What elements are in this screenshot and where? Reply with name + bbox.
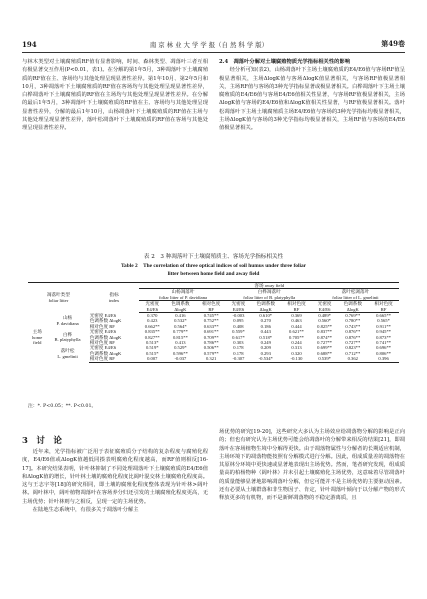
header-site: 山杨凋落叶 foliar litter of P. davidiana: [139, 289, 226, 301]
header-measure: 光密度 E4/E6: [139, 301, 165, 313]
header-measure: 相对色度 RF: [196, 301, 227, 313]
table-cell: 0.519*: [145, 345, 159, 351]
table-cell: -0.003: [232, 313, 245, 319]
table-cell: 0.539*: [312, 356, 338, 362]
header-measure: 色调系数 ΔlogK: [250, 301, 281, 313]
table-cell: 0.727**: [317, 340, 333, 346]
right-column-text: [219, 58, 405, 133]
page-number: 194: [22, 39, 37, 49]
table-cell: 0.178: [233, 345, 244, 351]
table-cell: 0.945**: [376, 329, 392, 335]
table-cell: 0.513*: [145, 340, 159, 346]
left-column-text: [22, 58, 208, 133]
header-index: 指标 index: [89, 283, 140, 313]
header-site: 落叶松凋落叶 foliar litter of L. gmelinii: [312, 289, 399, 301]
body-paragraph: 经分析可知(表2)，山杨凋落叶下主场土壤腐殖质的E4/E6值与客场RF值呈极显著相关，主场ΔlogK值与客场ΔlogK值显著相关，与客场RF值极显著相关，主场RF值与客场的3种光学指标显著或极显著相关。白桦凋落叶下主场土壤腐殖质的E4/E6值与客场E4/E6值相关性显著，与客场RF值极显著相关，主场ΔlogK值与客场的E4/E6值和ΔlogK值相关性显著，与RF值极显著相关。落叶松凋落叶下主场土壤腐殖质主场E4/E6值与客场的3种光学指标均极显著相关，主场ΔlogK值与客场的3种光学指标均极显著相关，主场RF值与客场的E4/E6值极显著相关。: [219, 67, 405, 132]
header-measure: 相对色度 RF: [368, 301, 399, 313]
table-caption-en-line: litter between home field and away field: [167, 271, 260, 277]
table-cell: -0.534*: [250, 356, 281, 362]
table-cell: 0.369: [291, 313, 302, 319]
table-cell: 0.564*: [174, 323, 187, 329]
table-cell: 0.518*: [259, 334, 273, 340]
table-cell: 0.633**: [203, 323, 219, 329]
table-cell: 0.560*: [318, 318, 331, 324]
body-paragraph: 与林木类型对土壤腐殖质RF值有显著影响，时间、森林类型、凋落叶三者互相有极显著交互作用(P<0.01，表1)。在分解的第1年5月，3种凋落叶下土壤腐殖质的RF值在主、客场均与其他处理呈现显著性差异。第1年10月、第2年5月和10月，3种凋落叶下土壤腐殖质的RF值在客场均与其他处理呈现显著性差异，白桦凋落叶下土壤腐殖质的RF值在主场均与其他处理呈现显著性差异。在分解的最后1年5月，3种凋落叶下土壤腐殖质的RF值在主、客场均与其他处理呈现显著性差异，分解的最后1年10月，山杨凋落叶下土壤腐殖质的RF值在主场与其他处理呈现显著性差异，落叶松凋落叶下土壤腐殖质的RF值在客场与其他处理呈现显著性差异。: [22, 59, 208, 132]
table-cell: 0.444: [291, 323, 302, 329]
discussion-right-column: [219, 428, 405, 503]
table-cell: 0.874**: [317, 334, 333, 340]
section-heading-3: 3 讨 论: [22, 436, 62, 446]
table-cell: 0.244: [291, 340, 302, 346]
table-cell: 0.178: [233, 350, 244, 356]
table-cell: 0.779**: [172, 329, 188, 335]
litter-label: 白桦 B. platyphylla: [54, 331, 81, 343]
table-cell: 0.007: [139, 356, 165, 362]
header-away-field: 客场 away field: [139, 283, 399, 289]
table-cell: 0.743**: [345, 323, 361, 329]
table-cell: 0.712**: [345, 350, 361, 356]
table-caption-en: [22, 262, 405, 278]
table-cell: 0.270: [260, 318, 271, 324]
table-cell: 0.579**: [203, 350, 219, 356]
header-measure: 光密度 E4/E6: [227, 301, 251, 313]
table-cell: 0.313: [291, 345, 302, 351]
table-cell: 0.443: [260, 329, 271, 335]
table-cell: 0.515*: [145, 350, 159, 356]
table-cell: 0.745**: [203, 313, 219, 319]
table-cell: 0.249: [260, 340, 271, 346]
discussion-left-column: [22, 448, 208, 514]
table-cell: 0.408: [233, 323, 244, 329]
table-cell: 0.293: [260, 350, 271, 356]
index-label: 相对色度 RF: [89, 356, 140, 362]
table-cell: 0.727**: [345, 340, 361, 346]
table-cell: 0.665**: [376, 313, 392, 319]
table-cell: 0.396: [368, 356, 399, 362]
table-cell: 0.873**: [376, 334, 392, 340]
table-cell: 0.825**: [317, 323, 333, 329]
table-caption-cn: 表 2 3 种凋落叶下土壤腐殖质主、客场光学指标相关性: [143, 254, 284, 260]
index-label: 相对色度 RF: [89, 323, 115, 329]
table-cell: 0.610*: [259, 313, 273, 319]
table-cell: 0.186: [260, 323, 271, 329]
table-cell: 0.876**: [345, 334, 361, 340]
table-cell: 0.696**: [376, 345, 392, 351]
table-cell: 0.662**: [144, 323, 160, 329]
header-site: 白桦凋落叶 foliar litter of B. platyphylla: [227, 289, 312, 301]
journal-title: 南 京 林 业 大 学 学 报（自 然 科 学 版）: [149, 40, 269, 49]
table-cell: 0.617*: [232, 334, 245, 340]
table-cell: 0.320: [291, 350, 302, 356]
table-cell: 0.709**: [203, 334, 219, 340]
table-cell: 0.321: [196, 356, 227, 362]
table-caption-en-line: Table 2 The correlation of three optical indices of soil humus under three foliar: [120, 263, 307, 269]
table-cell: 0.911**: [376, 323, 391, 329]
table-cell: 0.691**: [203, 329, 219, 335]
table-cell: 0.780**: [345, 318, 361, 324]
index-label: 光密度 E4/E6: [89, 345, 117, 351]
litter-label: 山杨 P. davidiana: [56, 315, 79, 326]
table-cell: 0.752**: [203, 318, 219, 324]
table-cell: 0.699**: [317, 345, 333, 351]
volume-number: 第49卷: [381, 39, 405, 48]
table-cell: 0.506**: [203, 345, 219, 351]
index-label: 色调系数 ΔlogK: [89, 334, 122, 340]
table-cell: 0.835**: [144, 329, 160, 335]
table-cell: -0.037: [165, 356, 196, 362]
index-label: 光密度 E4/E6: [89, 329, 117, 335]
table-cell: 0.303: [233, 340, 244, 346]
table-cell: 0.786**: [203, 340, 219, 346]
body-paragraph: 在陆地生态系统中，有很多关于凋落叶分解主: [32, 507, 139, 514]
table-cell: 0.565*: [377, 318, 390, 324]
table-cell: 0.413: [175, 340, 186, 346]
table-cell: 0.209: [260, 345, 271, 351]
table-cell: -0.130: [281, 356, 312, 362]
table-cell: 0.823**: [345, 345, 361, 351]
index-label: 光密度 E4/E6: [89, 312, 117, 318]
table-cell: 0.370: [147, 313, 158, 319]
header-rule: [22, 52, 405, 53]
home-field-label: 主场 home field: [32, 329, 43, 346]
header-measure: 色调系数 ΔlogK: [337, 301, 368, 313]
table-cell: 0.559*: [232, 329, 245, 335]
table-cell: 0.815**: [172, 334, 188, 340]
table-cell: 0.688**: [317, 350, 333, 356]
header-measure: 色调系数 ΔlogK: [165, 301, 196, 313]
index-label: 相对色度 RF: [89, 340, 115, 346]
correlation-table: [28, 282, 399, 363]
table-cell: 0.876**: [345, 329, 361, 335]
running-header: [22, 38, 405, 50]
table-cell: 0.705**: [289, 334, 304, 340]
table-note: 注：*. P<0.05；**. P<0.01。: [28, 404, 97, 409]
table-cell: 0.529*: [174, 345, 187, 351]
index-label: 色调系数 ΔlogK: [89, 350, 122, 356]
table-cell: 0.416: [175, 313, 186, 319]
table-cell: 0.806**: [376, 350, 392, 356]
body-paragraph: 场优势的研究[19-20]，这些研究大多认为主场效应给凋落物分解的影响是正向的；但也有研究认为主场优势可能会给凋落叶的分解带来相反的结果[21]，即凋落叶在客场植物生境中分解得更快。由于凋落物属性与分解者的长期适应机制，主场环境下的凋落物能按照有分解模式进行分解。因此，组成质量差的凋落物在其原林分环境中更快速或显著地表现出主场优势。然而，笔者研究发现，组成质量高的柏杨物种（阔叶林）并未引起土壤腐殖化主场优势，这意味着尽管凋落叶的质量能够显著地影响凋落叶分解，但它可能并不是主场优势的主要驱动因素。还有必要从土壤群落和非生物因子、肯定，针叶凋落叶倾向于以分解产物的形式释放更多的有机物，而不是新鲜凋落物的不稳定游离质，且: [219, 429, 405, 502]
body-paragraph: 近年来，光学指标被广泛用于表征腐殖质分子结构的复杂程度与腐殖化程度，E4/E6值或ΔlogK值越低同揍表明腐殖化程度越高，而RF值则相反[16-17]。本研究结果表明，针叶林抑制了不同处理凋落叶下土壤腐殖质的E4/E6值和ΔlogK值的增长，针叶林土壤的腐殖化程度比阔叶混交林土壤腐殖化程度高。这与王志宇等[18]的研究相同，即土壤的腐殖化程度整体表现为针叶林>阔叶林。阔叶林中，阔叶植物凋落叶在客场养分归还引发的土壤腐殖化程度更高，无主场优势；针叶林则与之相反，呈现一定的主场优势。: [22, 449, 208, 505]
table-cell: -0.307: [227, 356, 251, 362]
table-cell: 0.837**: [317, 329, 333, 335]
header-litter: 凋落叶类型 foliar litter: [28, 283, 89, 313]
index-label: 色调系数 ΔlogK: [89, 318, 122, 324]
table-cell: 0.827**: [144, 334, 160, 340]
litter-label: 落叶松 L. gmelinii: [57, 348, 78, 359]
table-cell: 0.362: [337, 356, 368, 362]
table-cell: 0.741**: [376, 340, 392, 346]
table-cell: 0.095: [233, 318, 244, 324]
header-measure: 光密度 E4/E6: [312, 301, 338, 313]
header-measure: 相对色度 RF: [281, 301, 312, 313]
table-cell: 0.423: [147, 318, 158, 324]
table-cell: 0.621**: [289, 329, 304, 335]
section-heading-2-4: 2.4 凋落叶分解对土壤腐殖物质光学指标相关性的影响: [219, 59, 351, 65]
table-cell: 0.489*: [318, 313, 331, 319]
table-cell: 0.596**: [172, 350, 188, 356]
table-cell: 0.463: [291, 318, 302, 324]
table-cell: 0.769**: [345, 313, 361, 319]
table-cell: 0.532*: [174, 318, 187, 324]
